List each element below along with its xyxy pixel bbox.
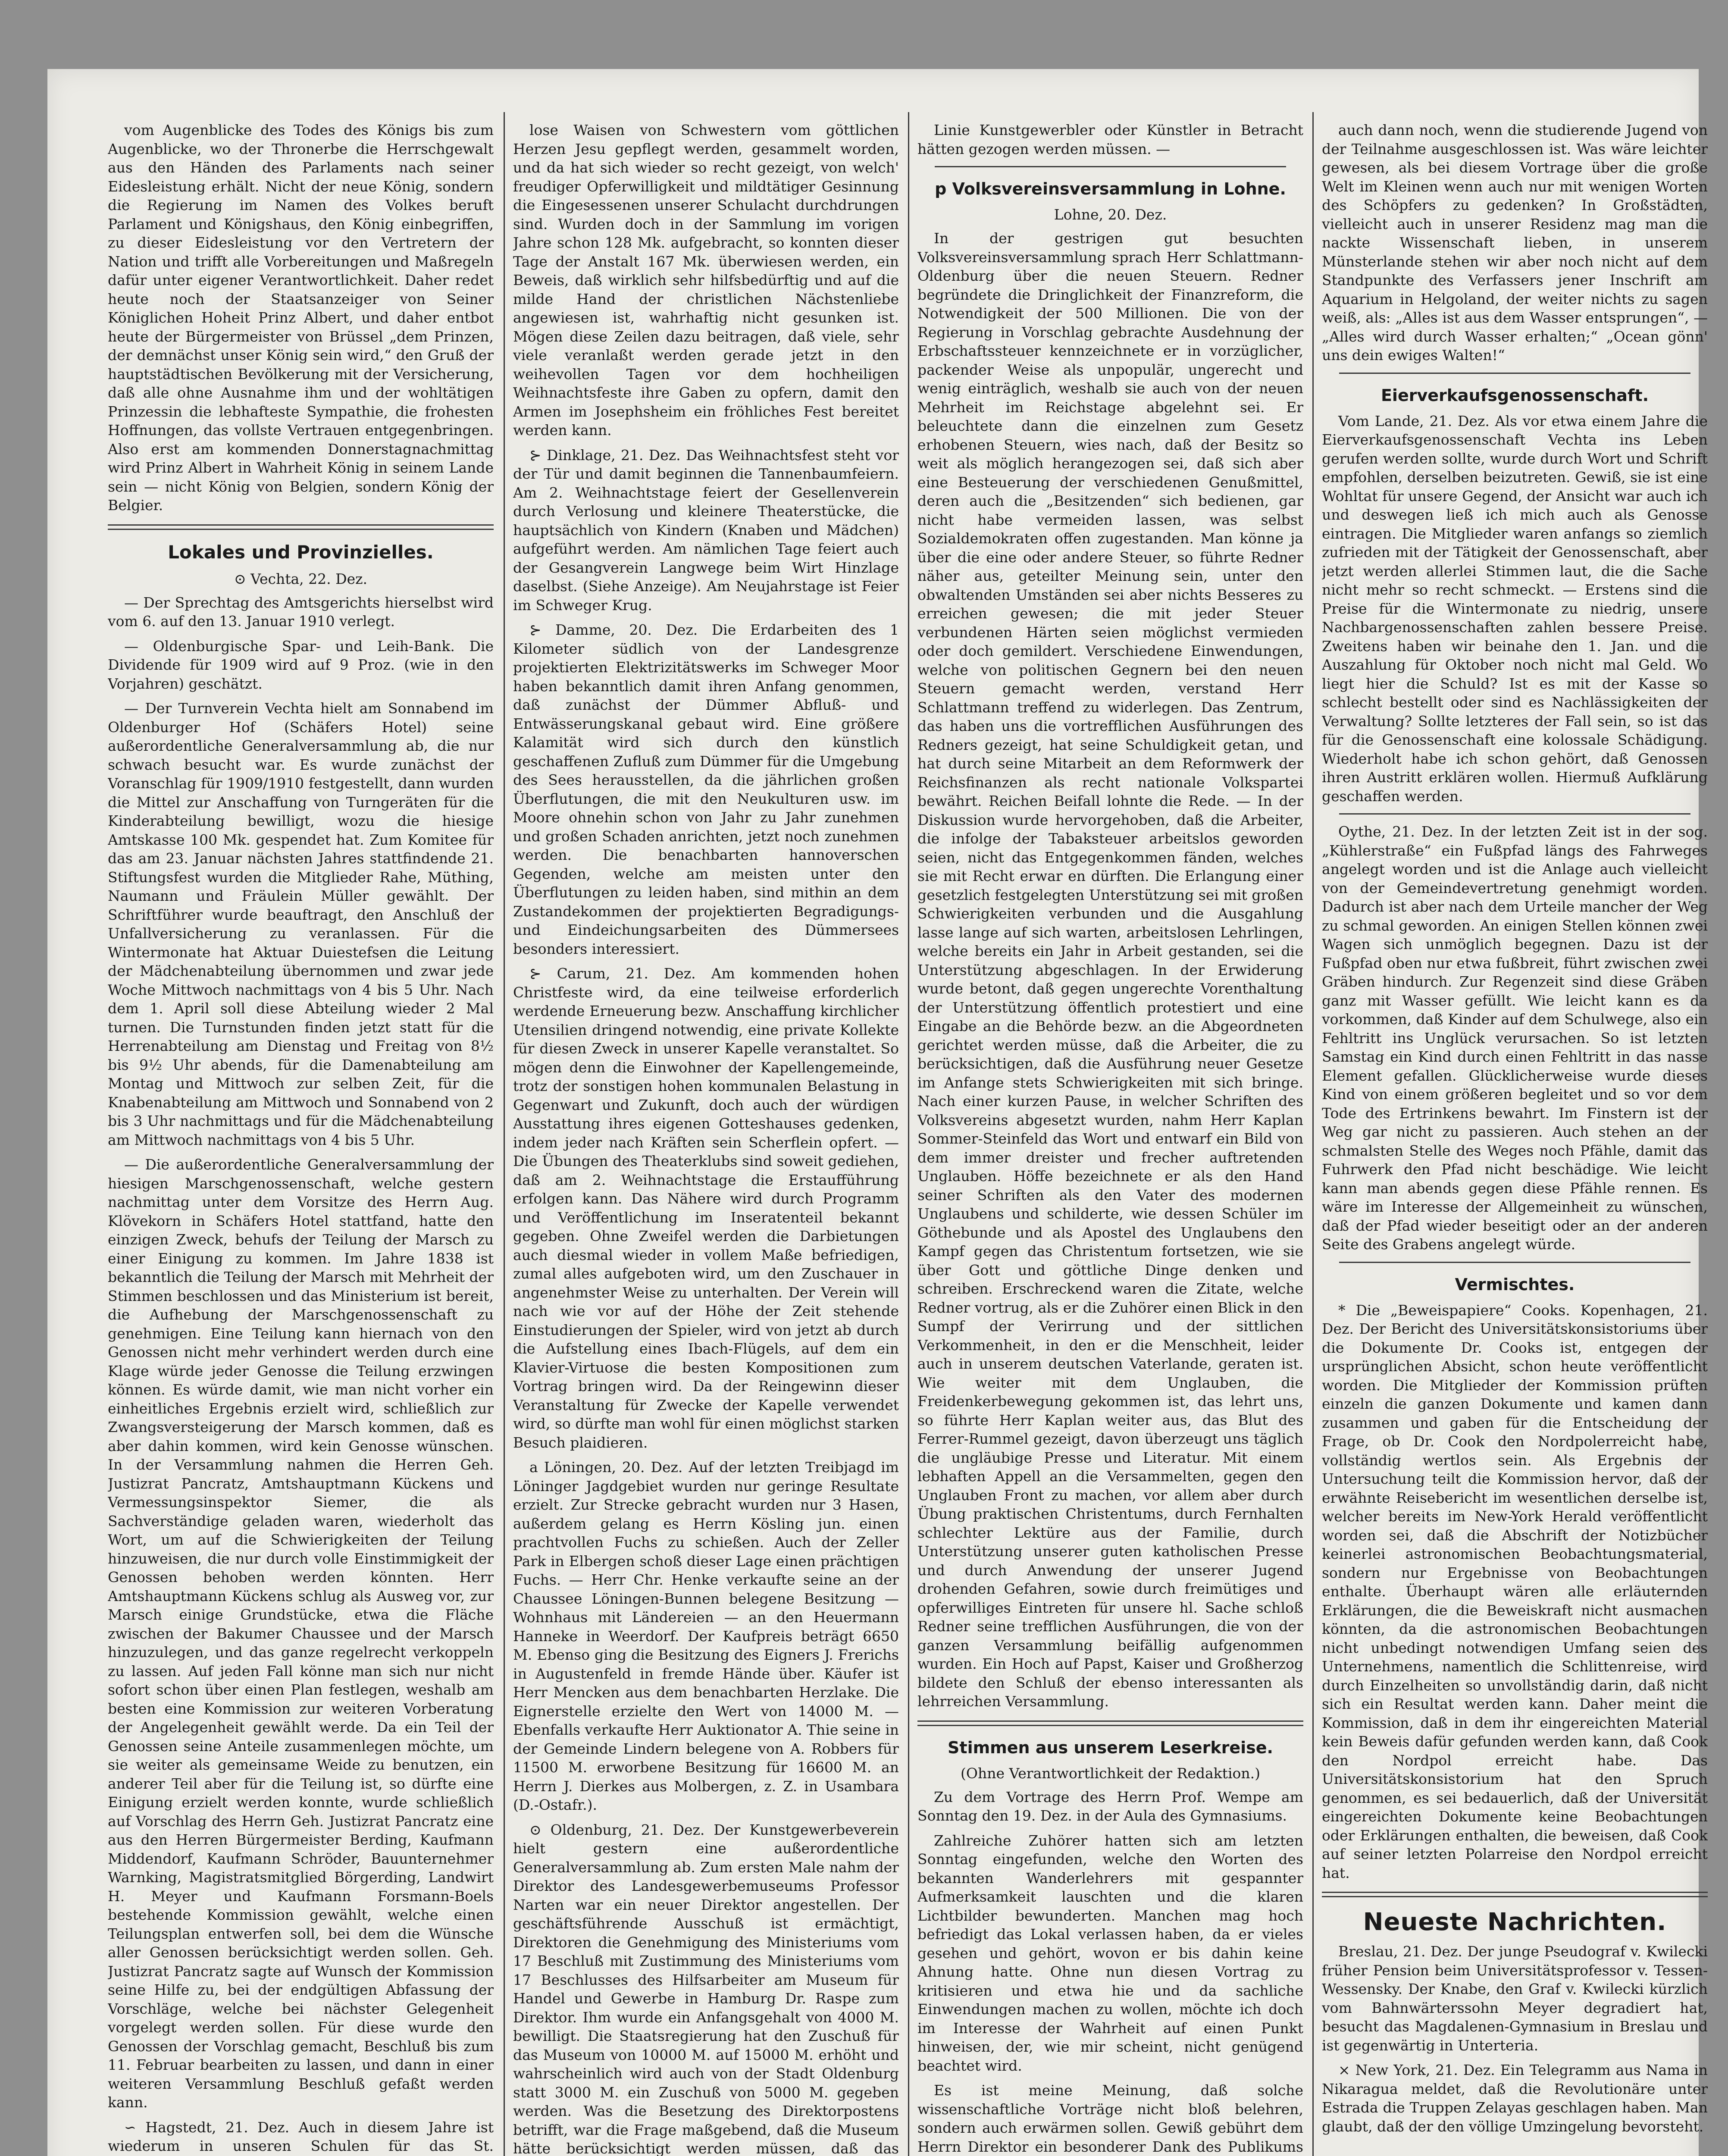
section-heading: p Volksvereinsversammlung in Lohne. <box>935 179 1286 198</box>
dateline: ⊙ Vechta, 22. Dez. <box>234 570 367 587</box>
news-item: * Die „Beweispapiere“ Cooks. Kopenhagen, 21. Dez. Der Bericht des Universitätskonsistoriums über die Dokumente Dr. Cooks ist, entgegen der ursprünglichen Absicht, schon heute veröffentlicht worden. Die Mitglieder der Kommission prüften einzeln die ganzen Dokumente und kamen dann zusammen und gaben für die Entscheidung der Frage, ob Dr. Cook den Nordpolerreicht habe, vollständig wertlos sein. Als Ergebnis der Untersuchung teilt die Kommission hervor, daß der erwähnte Reisebericht im wesentlichen derselbe ist, welcher bereits im New-York Herald veröffentlicht worden sei, daß die Abschrift der Notizbücher keinerlei astronomischen Beobachtungsmaterial, sondern nur Ergebnisse von Beobachtungen enthalte. Überhaupt wären alle erläuternden Erklärungen, die die Beweiskraft nicht ausmachen könnten, da die astronomischen Beobachtungen nicht unbedingt notwendigen Umfang seien des Unternehmens, namentlich die Schlittenreise, wird durch Einzelheiten so unvollständig darin, daß nicht sich ein Resultat werden kann. Daher meint die Kommission, daß in dem ihr eingereichten Material kein Beweis dafür gefunden werden kann, daß Cook den Nordpol erreicht habe. Das Universitätskonsistorium hat den Spruch genommen, es sei bedauerlich, daß der Universität eingereichten Dokumente keine Beobachtungen oder Erklärungen enthalten, die beweisen, daß Cook auf seiner letzten Polarreise den Nordpol erreicht hat. <box>1322 1301 1708 1881</box>
section-subheading: (Ohne Verantwortlichkeit der Redaktion.) <box>961 1764 1260 1782</box>
news-item: ⊱ Carum, 21. Dez. Am kommenden hohen Christfeste wird, da eine teilweise erforderlich werdende Erneuerung bezw. Anschaffung kirchlicher Utensilien dringend notwendig, eine private Kollekte für diesen Zweck in unserer Kapelle veranstaltet. So mögen denn die Einwohner der Kapellengemeinde, trotz der sonstigen hohen kommunalen Belastung in Gegenwart und Zukunft, doch auch der würdigen Ausstattung ihres eigenen Gotteshauses gedenken, indem jeder nach Kräften sein Scherflein opfert. — Die Übungen des Theaterklubs sind soweit gediehen, daß am 2. Weihnachtstage die Erstaufführung erfolgen kann. Das Nähere wird durch Programm und Veröffentlichung im Inseratenteil bekannt gegeben. Ohne Zweifel werden die Darbietungen auch diesmal wieder in vollem Maße befriedigen, zumal alles aufgeboten wird, um den Zuschauer in angenehmster Weise zu unterhalten. Der Verein will nach wie vor auf der Höhe der Zeit stehende Einstudierungen der Spieler, wird von jetzt ab durch die Aufstellung eines Ibach-Flügels, auf dem ein Klavier-Virtuose die besten Kompositionen zum Vortrag bringen wird. Da der Reingewinn dieser Veranstaltung für Zwecke der Kapelle verwendet wird, so dürfte man wohl für einen möglichst starken Besuch plaidieren. <box>513 965 899 1451</box>
column-rule <box>1312 112 1314 2156</box>
newspaper-page <box>47 69 1708 2156</box>
section-divider <box>917 1720 1303 1726</box>
column-1 <box>108 121 494 2156</box>
section-heading: Eierverkaufsgenossenschaft. <box>1381 385 1649 405</box>
news-item: × New York, 21. Dez. Ein Telegramm aus Nama in Nikaragua meldet, daß die Revolutionäre unter Estrada die Truppen Zelayas geschlagen haben. Man glaubt, daß der den völlige Umzingelung bevorsteht. <box>1322 2062 1708 2135</box>
section-heading: Lokales und Provinzielles. <box>168 541 434 563</box>
column-rule <box>504 112 505 2156</box>
news-item: — Der Turnverein Vechta hielt am Sonnabend im Oldenburger Hof (Schäfers Hotel) seine außerordentliche Generalversammlung ab, die nur schwach besucht war. Es wurde zunächst der Voranschlag für 1909/1910 festgestellt, dann wurden die Mittel zur Anschaffung von Turngeräten für die Kinderabteilung bewilligt, wozu die hiesige Amtskasse 100 Mk. gespendet hat. Zum Komitee für das am 23. Januar nächsten Jahres stattfindende 21. Stiftungsfest wurden die Mitglieder Rahe, Müthing, Naumann und Fräulein Müller gewählt. Der Schriftführer wurde beauftragt, den Anschluß der Unfallversicherung zu veranlassen. Für die Wintermonate hat Aktuar Duiestefsen die Leitung der Mädchenabteilung übernommen und zwar jede Woche Mittwoch nachmittags von 4 bis 5 Uhr. Nach dem 1. April soll diese Abteilung wieder 2 Mal turnen. Die Turnstunden finden jetzt statt für die Herrenabteilung am Dienstag und Freitag von 8½ bis 9½ Uhr abends, für die Damenabteilung am Montag und Mittwoch zur selben Zeit, für die Knabenabteilung am Mittwoch und Sonnabend von 2 bis 3 Uhr nachmittags und für die Mädchenabteilung am Mittwoch nachmittags von 4 bis 5 Uhr. <box>108 700 494 1148</box>
news-item: — Oldenburgische Spar- und Leih-Bank. Die Dividende für 1909 wird auf 9 Proz. (wie in den Vorjahren) geschätzt. <box>108 637 494 692</box>
article-text: Zahlreiche Zuhörer hatten sich am letzten Sonntag eingefunden, welche den Worten des bekannten Wanderlehrers mit gespannter Aufmerksamkeit lauschten und die klaren Lichtbilder bewunderten. Manchen mag hoch befriedigt das Lokal verlassen haben, da er vieles gesehen und gehört, wovon er bis dahin keine Ahnung hatte. Ohne nun diesen Vortrag zu kritisieren und etwa hie und da sachliche Einwendungen machen zu wollen, möchte ich doch im Interesse der Wahrheit auf einen Punkt hinweisen, der, wie mir scheint, nicht genügend beachtet wird. <box>917 1832 1303 2074</box>
news-item: Breslau, 21. Dez. Der junge Pseudograf v. Kwilecki früher Pension beim Universitätsprofessor v. Tessen-Wessensky. Der Knabe, den Graf v. Kwilecki kürzlich vom Bahnwärterssohn Meyer degradiert hat, besucht das Magdalenen-Gymnasium in Breslau und ist gegenwärtig in Unterteria. <box>1322 1943 1708 2054</box>
news-item: lose Waisen von Schwestern vom göttlichen Herzen Jesu gepflegt werden, gesammelt worden, und da hat sich wieder so recht gezeigt, von welch' freudiger Opferwilligkeit und mildtätiger Gesinnung die Eingesessenen unserer Schulacht durchdrungen sind. Wurden doch in der Sammlung im vorigen Jahre schon 128 Mk. aufgebracht, so konnten dieser Tage der Anstalt 167 Mk. überwiesen werden, ein Beweis, daß wirklich sehr hilfsbedürftig und auf die milde Hand der christlichen Nächstenliebe angewiesen ist, wahrhaftig nicht gesunken ist. Mögen diese Zeilen dazu beitragen, daß viele, sehr viele veranlaßt werden gerade jetzt in den weihevollen Tagen vor dem hochheiligen Weihnachtsfeste ihre Gaben zu opfern, damit den Armen im Josephsheim ein fröhliches Fest bereitet werden kann. <box>513 122 899 439</box>
article-text: Es ist meine Meinung, daß solche wissenschaftliche Vorträge nicht bloß belehren, sondern auch erwärmen sollen. Gewiß gebührt dem Herrn Direktor ein besonderer Dank des Publikums <box>917 2082 1303 2155</box>
section-heading: Neueste Nachrichten. <box>1363 1908 1667 1936</box>
column-rule <box>908 112 909 2156</box>
news-item: — Der Sprechtag des Amtsgerichts hierselbst wird vom 6. auf den 13. Januar 1910 verlegt. <box>108 594 494 630</box>
section-heading: Stimmen aus unserem Leserkreise. <box>948 1738 1273 1757</box>
section-divider <box>1339 373 1690 374</box>
section-divider <box>1339 813 1690 815</box>
section-divider <box>935 166 1286 167</box>
dateline: Lohne, 20. Dez. <box>1054 206 1167 223</box>
column-4 <box>1322 121 1708 2156</box>
news-item: ∽ Hagstedt, 21. Dez. Auch in diesem Jahre ist wiederum in unseren Schulen für das St. <box>108 2118 494 2154</box>
column-2 <box>513 121 899 2156</box>
news-item: Oythe, 21. Dez. In der letzten Zeit ist in der sog. „Kühlerstraße“ ein Fußpfad längs des Fahrweges angelegt worden und ist die Anlage auch vielleicht von der Gemeindevertretung genehmigt worden. Dadurch ist aber nach dem Urteile mancher der Weg zu schmal geworden. An einigen Stellen können zwei Wagen sich unmöglich begegnen. Dazu ist der Fußpfad oben nur etwa fußbreit, führt zwischen zwei Gräben hindurch. Zur Regenzeit sind diese Gräben ganz mit Wasser gefüllt. Wie leicht kann es da vorkommen, daß Kinder auf dem Schulwege, also ein Fehltritt ins Unglück verursachen. So ist letzten Samstag ein Kind durch einen Fehltritt in das nasse Element gefallen. Glücklicherweise wurde dieses Kind von einem größeren begleitet und so vor dem Tode des Ertrinkens bewahrt. Im Finstern ist der Weg gar nicht zu passieren. Auch stehen an der schmalsten Stelle des Weges noch Pfähle, damit das Fuhrwerk den Pfad nicht beschädige. Wie leicht kann man abends gegen diese Pfähle rennen. Es wäre im Interesse der Allgemeinheit zu wünschen, daß der Pfad wieder beseitigt oder an der anderen Seite des Grabens angelegt würde. <box>1322 823 1708 1253</box>
article-text: Zu dem Vortrage des Herrn Prof. Wempe am Sonntag den 19. Dez. in der Aula des Gymnasiums. <box>917 1788 1303 1824</box>
article-text: In der gestrigen gut besuchten Volksvereinsversammlung sprach Herr Schlattmann-Oldenburg über die neuen Steuern. Redner begründete die Dringlichkeit der Finanzreform, die Notwendigkeit der 500 Millionen. Die von der Regierung in Vorschlag gebrachte Ausdehnung der Erbschaftssteuer kennzeichnete er in vorzüglicher, packender Weise als unpopulär, ungerecht und wenig einträglich, weshalb sie auch von der neuen Mehrheit im Reichstage abgelehnt sei. Er beleuchtete dann die einzelnen zum Gesetz erhobenen Steuern, wies nach, daß der Besitz so weit als möglich herangezogen sei, daß sich aber eine Besteuerung der verschiedenen Genußmittel, deren auch die „Besitzenden“ sich bedienen, gar nicht habe vermeiden lassen, was selbst Sozialdemokraten offen zugestanden. Man könne ja über die eine oder andere Steuer, so führte Redner näher aus, geteilter Meinung sein, unter den obwaltenden Umständen sei aber nichts Besseres zu erreichen gewesen; die mit jeder Steuer verbundenen Härten seien möglichst vermieden oder doch gemildert. Verschiedene Einwendungen, welche von politischen Gegnern bei den neuen Steuern gemacht werden, verstand Herr Schlattmann treffend zu widerlegen. Das Zentrum, das haben uns die vortrefflichen Ausführungen des Redners gezeigt, hat seine Schuldigkeit getan, und hat durch seine Mitarbeit an dem Reformwerk der Reichsfinanzen als recht nationale Volkspartei bewährt. Reichen Beifall lohnte die Rede. — In der Diskussion wurde hervorgehoben, daß die Arbeiter, die infolge der Tabaksteuer arbeitslos geworden seien, nicht das Entgegenkommen fänden, welches sie mit Recht erwar en dürften. Die Erlangung einer gesetzlich festgelegten Unterstützung sei mit großen Schwierigkeiten verbunden und die Ausgahlung lasse lange auf sich warten, arbeitslosen Lehrlingen, welche bereits ein Jahr in Arbeit gestanden, sei die Unterstützung abgeschlagen. In der Erwiderung wurde betont, daß gegen ungerechte Vorenthaltung der Unterstützung öffentlich protestiert und eine Eingabe an die Behörde bezw. an die Abgeordneten gerichtet werden müsse, daß die Arbeiter, die zu berücksichtigen, daß die Ausführung neuer Gesetze im Anfange stets Schwierigkeiten mit sich bringe. Nach einer kurzen Pause, in welcher Schriften des Volksvereins abgesetzt wurden, nahm Herr Kaplan Sommer-Steinfeld das Wort und entwarf ein Bild von dem immer dreister und frecher auftretenden Unglauben. Höffe bezeichnete er als den Hand seiner Schriften als den Vater des modernen Unglaubens und schilderte, wie dessen Schüler im Göthebunde und als Apostel des Unglaubens den Kampf gegen das Christentum fortsetzen, wie sie über Gott und göttliche Dinge denken und schreiben. Erschreckend waren die Zitate, welche Redner vortrug, als er die Zuhörer einen Blick in den Sumpf der Verirrung und der sittlichen Verkommenheit, in den er die Menschheit, leider auch in unserem deutschen Vaterlande, geraten ist. Wie weiter mit dem Unglauben, die Freidenkerbewegung gekommen ist, das lehrt uns, so führte Herr Kaplan weiter aus, das Blut des Ferrer-Rummel gezeigt, davon überzeugt uns täglich die ungläubige Presse und Literatur. Mit einem lebhaften Appell an die Versammelten, gegen den Unglauben Front zu machen, vor allem aber durch Übung praktischen Christentums, durch Fernhalten schlechter Lektüre aus der Familie, durch Unterstützung unserer guten katholischen Presse und durch Anwendung der unserer Jugend drohenden Gefahren, sowie durch freimütiges und opferwilliges Eintreten für unsere hl. Sache schloß Redner seine trefflichen Ausführungen, die von der ganzen Versammlung beifällig aufgenommen wurden. Ein Hoch auf Papst, Kaiser und Großherzog bildete den Schluß der ebenso interessanten als lehrreichen Versammlung. <box>917 230 1303 1710</box>
article-text: Linie Kunstgewerbler oder Künstler in Betracht hätten gezogen werden müssen. — <box>917 122 1303 157</box>
news-item: a Löningen, 20. Dez. Auf der letzten Treibjagd im Löninger Jagdgebiet wurden nur geringe Resultate erzielt. Zur Strecke gebracht wurden nur 3 Hasen, außerdem gelang es Herrn Kösling jun. einen prachtvollen Fuchs zu schießen. Auch der Zeller Park in Elbergen schoß dieser Lage einen prächtigen Fuchs. — Herr Chr. Henke verkaufte seine an der Chaussee Löningen-Bunnen belegene Besitzung — Wohnhaus mit Ländereien — an den Heuermann Hanneke in Weerdorf. Der Kaufpreis beträgt 6650 M. Ebenso ging die Besitzung des Eigners J. Frerichs in Augustenfeld in fremde Hände über. Käufer ist Herr Mencken aus dem benachbarten Herzlake. Die Eignerstelle erzielte den Wert von 14000 M. — Ebenfalls verkaufte Herr Auktionator A. Thie seine in der Gemeinde Lindern belegene von A. Robbers für 11500 M. erworbene Besitzung für 16600 M. an Herrn J. Dierkes aus Molbergen, z. Z. in Usambara (D.-Ostafr.). <box>513 1459 899 1813</box>
section-divider <box>1339 1262 1690 1263</box>
article-text: auch dann noch, wenn die studierende Jugend von der Teilnahme ausgeschlossen ist. Was wäre leichter gewesen, als bei diesem Vortrage über die große Welt im Kleinen wenn auch nur mit wenigen Worten des Schöpfers zu gedenken? In Großstädten, vielleicht auch in unserer Residenz mag man die nackte Wissenschaft lieben, in unserem Münsterlande stehen wir aber noch nicht auf dem Standpunkte des Verfassers jener Inschrift am Aquarium in Helgoland, der weiter nichts zu sagen weiß, als: „Alles ist aus dem Wasser entsprungen“, — „Alles wird durch Wasser erhalten;“ „Ocean gönn' uns dein ewiges Walten!“ <box>1322 122 1708 364</box>
section-divider <box>108 524 494 530</box>
news-item: ⊙ Oldenburg, 21. Dez. Der Kunstgewerbeverein hielt gestern eine außerordentliche Generalversammlung ab. Zum ersten Male nahm der Direktor des Landesgewerbemuseums Professor Narten war ein neuer Direktor angestellen. Der geschäftsführende Ausschuß ist ermächtigt, Direktoren die Genehmigung des Ministeriums vom 17 Beschluß mit Zustimmung des Ministeriums vom 17 Beschlusses des Hilfsarbeiter am Museum für Handel und Gewerbe in Hamburg Dr. Raspe zum Direktor. Ihm wurde ein Anfangsgehalt von 4000 M. bewilligt. Die Staatsregierung hat den Zuschuß für das Museum von 10000 M. auf 15000 M. erhöht und wahrscheinlich wird auch von der Stadt Oldenburg statt 3000 M. ein Zuschuß von 5000 M. gegeben werden. Was die Besetzung des Direktorpostens betrifft, war die Frage maßgebend, daß die Museum hätte berücksichtigt werden müssen, daß das <box>513 1821 899 2156</box>
section-heading: Vermischtes. <box>1455 1275 1575 1294</box>
article-text: vom Augenblicke des Todes des Königs bis zum Augenblicke, wo der Thronerbe die Herrschgewalt aus den Händen des Parlaments nach seiner Eidesleistung erhält. Nicht der neue König, sondern die Regierung im Namen des Volkes beruft Parlament und Königshaus, den König einbegriffen, zu dieser Eidesleistung vor den Vertretern der Nation und trifft alle Vorbereitungen und Maßregeln dafür unter eigener Verantwortlichkeit. Daher redet heute noch der Staatsanzeiger von Seiner Königlichen Hoheit Prinz Albert, und daher entbot heute der Bürgermeister von Brüssel „dem Prinzen, der demnächst unser König sein wird,“ den Gruß der hauptstädtischen Bevölkerung mit der Versicherung, daß alle ohne Ausnahme ihm und der wohltätigen Prinzessin die lebhafteste Sympathie, die frohesten Hoffnungen, das vollste Vertrauen entgegenbringen. Also erst am kommenden Donnerstagnachmittag wird Prinz Albert in Wahrheit König in seinem Lande sein — nicht König von Belgien, sondern König der Belgier. <box>108 122 494 514</box>
article-text: Vom Lande, 21. Dez. Als vor etwa einem Jahre die Eierverkaufsgenossenschaft Vechta ins Leben gerufen werden sollte, wurde durch Wort und Schrift empfohlen, derselben beizutreten. Gewiß, sie ist eine Wohltat für unsere Gegend, der Ansicht war auch ich und deswegen ließ ich mich auch als Genosse eintragen. Die Mitglieder waren anfangs so ziemlich zufrieden mit der Tätigkeit der Genossenschaft, aber jetzt werden allerlei Stimmen laut, die die Sache nicht mehr so recht schmeckt. — Erstens sind die Preise für die Wintermonate zu niedrig, unsere Nachbargenossenschaften zahlen bessere Preise. Zweitens haben wir beinahe den 1. Jan. und die Auszahlung für Oktober noch nicht mal Geld. Wo liegt hier die Schuld? Ist es mit der Kasse so schlecht bestellt oder sind es Nachlässigkeiten der Verwaltung? Sollte letzteres der Fall sein, so ist das für die Genossenschaft eine kolossale Schädigung. Wiederholt habe ich schon gehört, daß Genossen ihren Austritt erklären wollen. Hiermuß Aufklärung geschaffen werden. <box>1322 412 1708 805</box>
news-item: ⊱ Dinklage, 21. Dez. Das Weihnachtsfest steht vor der Tür und damit beginnen die Tannenbaumfeiern. Am 2. Weihnachtstage feiert der Gesellenverein durch Verlosung und kleinere Theaterstücke, die hauptsächlich von Kindern (Knaben und Mädchen) aufgeführt werden. Am nämlichen Tage feiert auch der Gesangverein Langwege beim Wirt Hinzlage daselbst. (Siehe Anzeige). Am Neujahrstage ist Feier im Schweger Krug. <box>513 446 899 614</box>
news-item: — Die außerordentliche Generalversammlung der hiesigen Marschgenossenschaft, welche gestern nachmittag unter dem Vorsitze des Herrn Aug. Klövekorn in Schäfers Hotel stattfand, hatte den einzigen Zweck, behufs der Teilung der Marsch zu einer Einigung zu kommen. Im Jahre 1838 ist bekanntlich die Teilung der Marsch mit Mehrheit der Stimmen beschlossen und das Ministerium ist bereit, die Aufhebung der Marschgenossenschaft zu genehmigen. Eine Teilung kann hiernach von den Genossen nicht mehr verhindert werden durch eine Klage würde jeder Genosse die Teilung erzwingen können. Es würde damit, wie man nicht vorher ein einheitliches Ergebnis erzielt wird, schließlich zur Zwangsversteigerung der Marsch kommen, daß es aber dahin kommen, wird kein Genosse wünschen. In der Versammlung nahmen die Herren Geh. Justizrat Pancratz, Amtshauptmann Kückens und Vermessungsinspektor Siemer, die als Sachverständige geladen waren, wiederholt das Wort, um auf die Schwierigkeiten der Teilung hinzuweisen, die nur durch volle Einstimmigkeit der Genossen behoben werden könnten. Herr Amtshauptmann Kückens schlug als Ausweg vor, zur Marsch einige Grundstücke, etwa die Fläche zwischen der Bakumer Chaussee und der Marsch hinzuzulegen, und das ganze regelrecht verkoppeln zu lassen. Auf jeden Fall könne man sich nur nicht sofort schon über einen Plan festlegen, weshalb am besten eine Kommission zur weiteren Vorberatung der Angelegenheit gewählt werde. Da ein Teil der Genossen seine Anteile zusammenlegen möchte, um sie weiter als gemeinsame Weide zu benutzen, ein anderer Teil aber für die Teilung ist, so dürfte eine Einigung erzielt werden konnte, wurde schließlich auf Vorschlag des Herrn Geh. Justizrat Pancratz eine aus den Herren Bürgermeister Berding, Kaufmann Middendorf, Kaufmann Schröder, Bauunternehmer Warnking, Magistratsmitglied Börgerding, Landwirt H. Meyer und Kaufmann Forsmann-Boels bestehende Kommission gewählt, welche einen Teilungsplan entwerfen soll, bei dem die Wünsche aller Genossen berücksichtigt werden sollen. Geh. Justizrat Pancratz sagte auf Wunsch der Kommission seine Hilfe zu, bei der endgültigen Abfassung der Vorschläge, welche bei nächster Gelegenheit vorgelegt werden sollen. Für diese wurde den Genossen der Vorschlag gemacht, Beschluß bis zum 11. Februar bearbeiten zu lassen, und dann in einer weiteren Versammlung Beschluß gefaßt werden kann. <box>108 1156 494 2111</box>
column-3 <box>917 121 1303 2156</box>
section-divider <box>1322 1892 1708 1897</box>
news-item: ⊱ Damme, 20. Dez. Die Erdarbeiten des 1 Kilometer südlich von der Landesgrenze projektierten Elektrizitätswerks im Schweger Moor haben bekanntlich damit ihren Anfang genommen, daß zunächst der Dümmer Abfluß- und Entwässerungskanal gebaut wird. Eine größere Kalamität wird sich durch den künstlich geschaffenen Zufluß zum Dümmer für die Umgebung des Sees herausstellen, da die jährlichen großen Überflutungen, die mit den Neukulturen usw. im Moore ohnehin schon von Jahr zu Jahr zunehmen und großen Schaden anrichten, jetzt noch zunehmen werden. Die benachbarten hannoverschen Gegenden, welche am meisten unter den Überflutungen zu leiden haben, sind mithin an dem Zustandekommen der projektierten Begradigungs- und Eindeichungsarbeiten des Dümmersees besonders interessiert. <box>513 621 899 957</box>
